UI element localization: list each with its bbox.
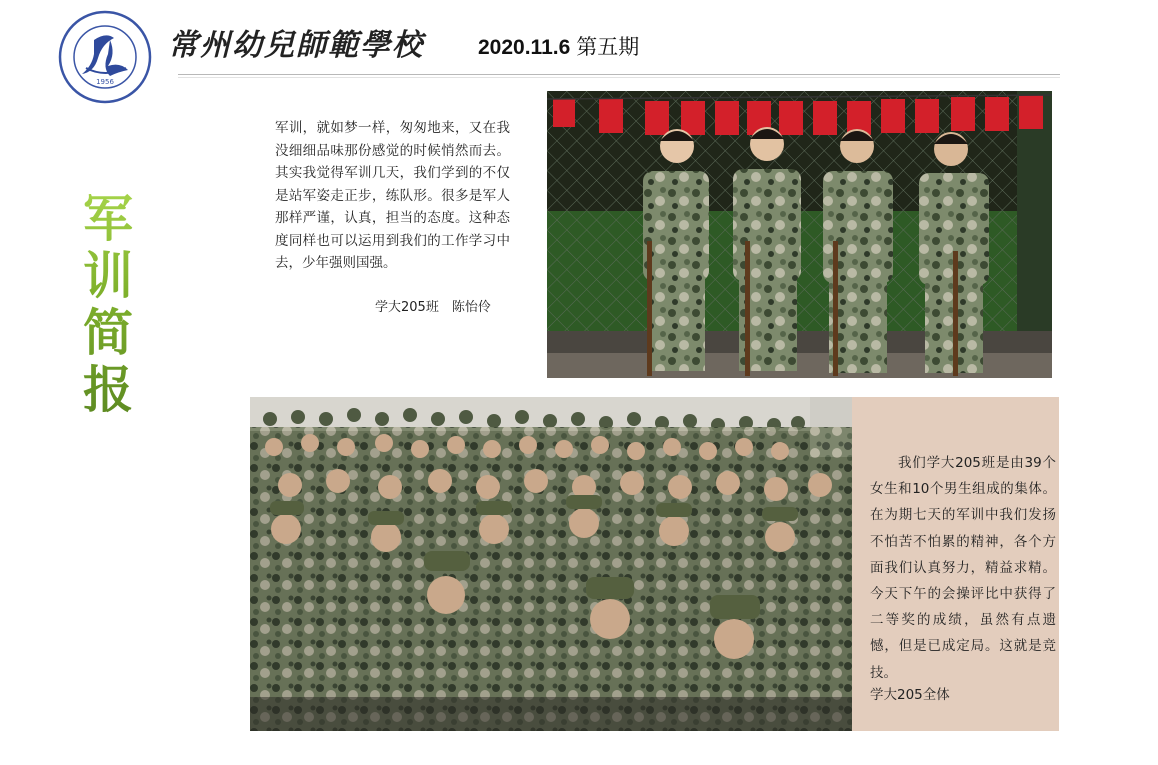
article1-body: 军训，就如梦一样，匆匆地来，又在我没细细品味那份感觉的时候悄然而去。其实我觉得军训几天，我们学到的不仅是站军姿走正步，练队形。很多是军人那样严谨，认真，担当的态度。这种态度同样也可以运用到我们的工作学习中去，少年强则国强。 <box>275 120 510 271</box>
article2-body: 我们学大205班是由39个女生和10个男生组成的集体。在为期七天的军训中我们发扬不怕苦不怕累的精神，各个方面我们认真努力，精益求精。今天下午的会操评比中获得了二等奖的成绩，虽然有点遗憾，但是已成定局。这就是竞技。 <box>870 455 1056 681</box>
title-char: 报 <box>83 360 133 419</box>
header-divider <box>178 74 1060 75</box>
issue-date: 2020.11.6 <box>478 36 571 59</box>
title-char: 简 <box>83 303 133 362</box>
logo-year: 1956 <box>96 78 114 86</box>
class-group-photo <box>250 397 853 731</box>
school-logo <box>58 10 152 104</box>
title-char: 军 <box>83 189 133 248</box>
article1-signature: 学大205班 陈怡伶 <box>375 300 491 315</box>
students-standing-photo <box>547 91 1052 378</box>
header-divider-shadow <box>178 77 1060 78</box>
school-name: 常州幼兒師範學校 <box>168 28 424 63</box>
newsletter-title <box>78 190 138 418</box>
article2-signature: 学大205全体 <box>870 687 950 703</box>
issue-info <box>478 31 639 61</box>
issue-number: 第五期 <box>576 35 640 59</box>
title-char: 训 <box>83 246 133 305</box>
